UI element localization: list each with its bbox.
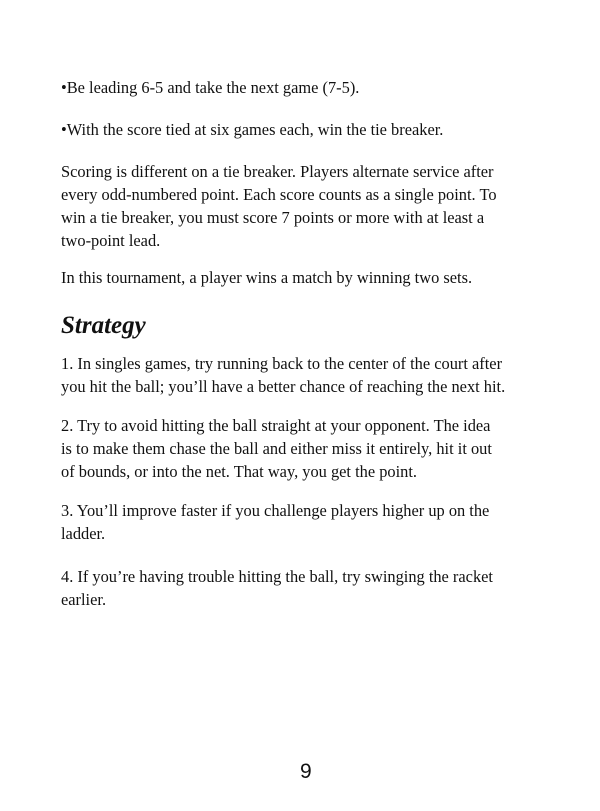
strategy-tip-3: 3. You’ll improve faster if you challenge players higher up on the ladder.: [61, 501, 490, 543]
match-rule-paragraph: In this tournament, a player wins a match by winning two sets.: [61, 268, 473, 287]
page-number-text: 9: [300, 760, 312, 783]
rule-bullet-tie-breaker: •With the score tied at six games each, win the tie breaker.: [61, 120, 444, 139]
strategy-tip-4: 4. If you’re having trouble hitting the ball, try swinging the racket earlier.: [61, 567, 493, 609]
rule-bullet-7-5: •Be leading 6-5 and take the next game (7-5).: [61, 78, 360, 97]
strategy-tip-2: 2. Try to avoid hitting the ball straight at your opponent. The idea is to make them chase the ball and either miss it entirely, hit it out of bounds, or into the net. That way, you get the point.: [61, 416, 492, 481]
tie-breaker-paragraph: Scoring is different on a tie breaker. Players alternate service after every odd-numbered point. Each score counts as a single point. To win a tie breaker, you must score 7 points or more with at least a two-point lead.: [61, 162, 497, 250]
strategy-tip-1: 1. In singles games, try running back to the center of the court after you hit the ball; you’ll have a better chance of reaching the next hit.: [61, 354, 506, 396]
strategy-heading: Strategy: [61, 312, 146, 339]
